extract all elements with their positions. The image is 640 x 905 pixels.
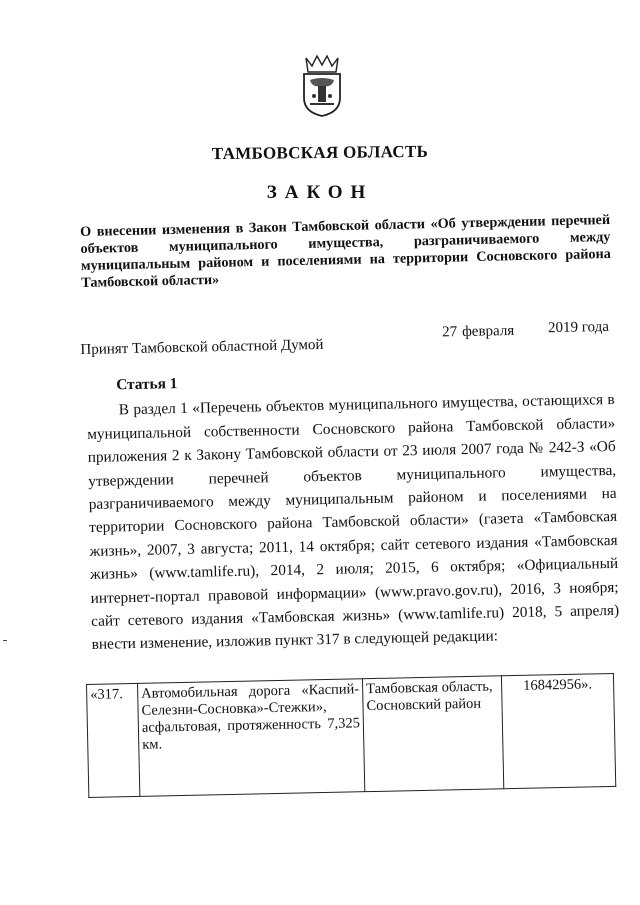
adoption-line [80, 318, 610, 358]
document-type-heading: ЗАКОН [266, 182, 374, 203]
article-block [86, 363, 620, 657]
coat-of-arms-icon [296, 52, 348, 118]
adoption-year: 2019 года [547, 318, 610, 337]
adoption-month: февраля [461, 322, 515, 340]
row-number-cell: «317. [87, 683, 140, 797]
adopted-by: Принят Тамбовской областной Думой [80, 336, 324, 358]
scan-mark [3, 640, 7, 641]
object-name-cell: Автомобильная дорога «Каспий-Селезни-Сосновка»-Стежки», асфальтовая, протяженность 7,325 км. [137, 679, 364, 797]
law-subject-title: О внесении изменения в Закон Тамбовской области «Об утверждении перечней объектов муниципального имущества, разграничиваемого между муниципальным районом и поселениями на территории Сосновского района Тамбовской области» [80, 211, 611, 291]
article-text: В раздел 1 «Перечень объектов муниципального имущества, остающихся в муниципальной собственности Сосновского района Тамбовской области» приложения 2 к Закону Тамбовской области от 23 июля 2007 года № 242-З «Об утверждении перечней объектов муниципального имущества, разграничиваемого между муниципальным районом и поселениями на территории Сосновского района Тамбовской области» (газета «Тамбовская жизнь», 2007, 3 августа; 2011, 14 октября; сайт сетевого издания «Тамбовская жизнь» (www.tamlife.ru), 2014, 2 июля; 2015, 6 октября; «Официальный интернет-портал правовой информации» (www.pravo.gov.ru), 2016, 3 ноября; сайт сетевого издания «Тамбовская жизнь» (www.tamlife.ru) 2018, 5 апреля) внести изменение, изложив пункт 317 в следующей редакции: [87, 391, 620, 654]
value-cell: 16842956». [501, 673, 615, 788]
table-row [87, 673, 616, 797]
article-title: Статья 1 [116, 375, 178, 394]
amendment-table [86, 673, 616, 798]
location-cell: Тамбовская область, Сосновский район [362, 676, 503, 792]
adoption-day: 27 [441, 324, 458, 341]
region-heading: ТАМБОВСКАЯ ОБЛАСТЬ [211, 141, 429, 164]
